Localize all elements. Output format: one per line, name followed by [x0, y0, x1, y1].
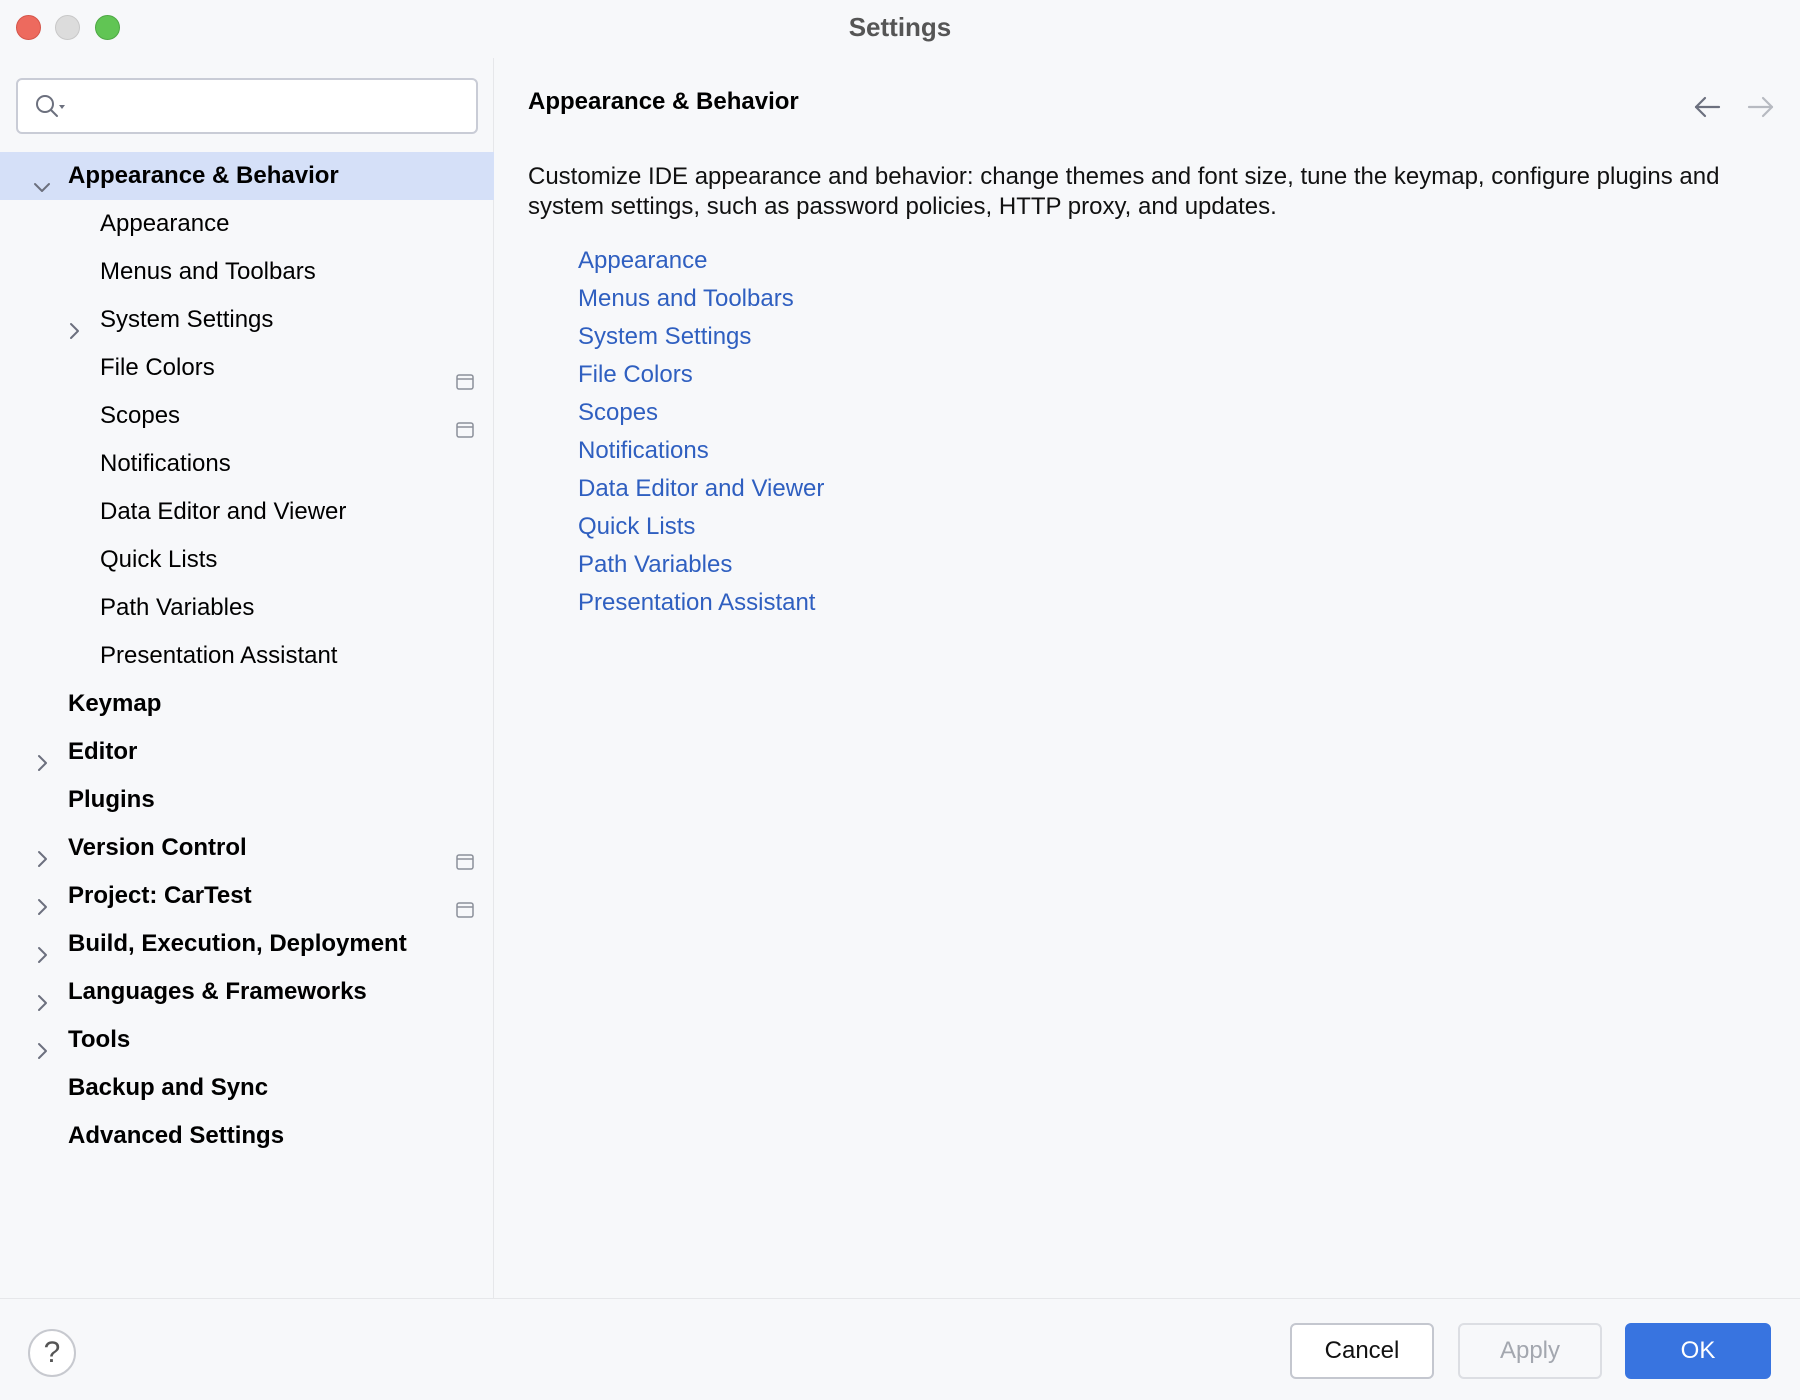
- window-title: Settings: [848, 12, 952, 42]
- chevron-right-icon[interactable]: [64, 310, 84, 330]
- sidebar-item-label: Appearance: [100, 210, 230, 237]
- sidebar-item-presentation-assistant[interactable]: [0, 632, 494, 680]
- project-level-icon: [456, 359, 474, 375]
- sidebar-item-plugins[interactable]: [0, 776, 494, 824]
- sidebar-item-path-variables[interactable]: [0, 584, 494, 632]
- dialog-footer: [0, 1298, 1800, 1400]
- sidebar-item-label: Path Variables: [100, 594, 255, 621]
- project-level-icon: [456, 887, 474, 903]
- chevron-right-icon[interactable]: [32, 982, 52, 1002]
- sidebar-item-label: Tools: [68, 1026, 131, 1053]
- page-description: Customize IDE appearance and behavior: change themes and font size, tune the keymap, configure plugins and system settings, such as password policies, HTTP proxy, and updates.: [528, 163, 1720, 220]
- sidebar-item-label: File Colors: [100, 354, 215, 381]
- sidebar-item-notifications[interactable]: [0, 440, 494, 488]
- chevron-down-icon[interactable]: [32, 166, 52, 186]
- link-presentation-assistant[interactable]: Presentation Assistant: [578, 589, 816, 616]
- sidebar-item-version-control[interactable]: [0, 824, 494, 872]
- search-icon[interactable]: [34, 92, 68, 122]
- link-appearance[interactable]: Appearance: [578, 247, 708, 274]
- chevron-right-icon[interactable]: [32, 934, 52, 954]
- link-path-variables[interactable]: Path Variables: [578, 551, 733, 578]
- help-button[interactable]: [28, 1329, 76, 1377]
- apply-button[interactable]: Apply: [1458, 1323, 1602, 1379]
- link-scopes[interactable]: Scopes: [578, 399, 659, 426]
- sidebar-item-project-cartest[interactable]: [0, 872, 494, 920]
- sidebar-item-label: Languages & Frameworks: [68, 978, 367, 1005]
- sidebar-item-file-colors[interactable]: [0, 344, 494, 392]
- sidebar-item-languages-frameworks[interactable]: [0, 968, 494, 1016]
- sidebar-item-label: Data Editor and Viewer: [100, 498, 347, 525]
- settings-search-box[interactable]: [16, 78, 478, 134]
- sidebar-item-label: Backup and Sync: [68, 1074, 269, 1101]
- sidebar-item-label: Menus and Toolbars: [100, 258, 316, 285]
- sidebar-item-keymap[interactable]: [0, 680, 494, 728]
- settings-tree: [0, 152, 494, 1160]
- project-level-icon: [456, 839, 474, 855]
- sidebar-item-label: Build, Execution, Deployment: [68, 930, 407, 957]
- sidebar-item-appearance[interactable]: [0, 200, 494, 248]
- sidebar-item-label: Quick Lists: [100, 546, 218, 573]
- sidebar-item-label: Editor: [68, 738, 138, 765]
- help-icon: ?: [43, 1336, 61, 1369]
- sidebar-item-quick-lists[interactable]: [0, 536, 494, 584]
- link-notifications[interactable]: Notifications: [578, 437, 709, 464]
- chevron-right-icon[interactable]: [32, 838, 52, 858]
- sidebar-item-label: Version Control: [68, 834, 247, 861]
- sidebar-item-appearance-behavior[interactable]: [0, 152, 494, 200]
- sidebar-item-label: Presentation Assistant: [100, 642, 338, 669]
- page-title: Appearance & Behavior: [528, 88, 799, 115]
- title-bar: [0, 0, 1800, 56]
- settings-sidebar: [0, 58, 494, 1298]
- sidebar-item-label: Plugins: [68, 786, 155, 813]
- cancel-button[interactable]: Cancel: [1290, 1323, 1434, 1379]
- chevron-right-icon[interactable]: [32, 742, 52, 762]
- chevron-right-icon[interactable]: [32, 1030, 52, 1050]
- sidebar-item-label: Project: CarTest: [68, 882, 252, 909]
- chevron-right-icon[interactable]: [32, 886, 52, 906]
- sidebar-item-editor[interactable]: [0, 728, 494, 776]
- main-panel: [495, 58, 1800, 1298]
- sidebar-item-label: Scopes: [100, 402, 181, 429]
- sidebar-item-label: Notifications: [100, 450, 231, 477]
- link-file-colors[interactable]: File Colors: [578, 361, 693, 388]
- sidebar-item-advanced-settings[interactable]: [0, 1112, 494, 1160]
- link-system-settings[interactable]: System Settings: [578, 323, 752, 350]
- sidebar-item-menus-and-toolbars[interactable]: [0, 248, 494, 296]
- sidebar-item-scopes[interactable]: [0, 392, 494, 440]
- arrow-right-icon[interactable]: [1745, 94, 1775, 120]
- sidebar-item-label: Keymap: [68, 690, 162, 717]
- link-data-editor-and-viewer[interactable]: Data Editor and Viewer: [578, 475, 825, 502]
- sidebar-item-data-editor-and-viewer[interactable]: [0, 488, 494, 536]
- sidebar-item-build-execution-deployment[interactable]: [0, 920, 494, 968]
- subpage-links: [578, 242, 824, 622]
- project-level-icon: [456, 407, 474, 423]
- search-input[interactable]: [78, 88, 468, 126]
- ok-button[interactable]: OK: [1625, 1323, 1771, 1379]
- link-menus-and-toolbars[interactable]: Menus and Toolbars: [578, 285, 794, 312]
- sidebar-item-label: Advanced Settings: [68, 1122, 285, 1149]
- sidebar-item-label: System Settings: [100, 306, 274, 333]
- sidebar-item-backup-and-sync[interactable]: [0, 1064, 494, 1112]
- sidebar-item-label: Appearance & Behavior: [68, 162, 339, 189]
- sidebar-item-tools[interactable]: [0, 1016, 494, 1064]
- link-quick-lists[interactable]: Quick Lists: [578, 513, 696, 540]
- sidebar-item-system-settings[interactable]: [0, 296, 494, 344]
- arrow-left-icon[interactable]: [1693, 94, 1723, 120]
